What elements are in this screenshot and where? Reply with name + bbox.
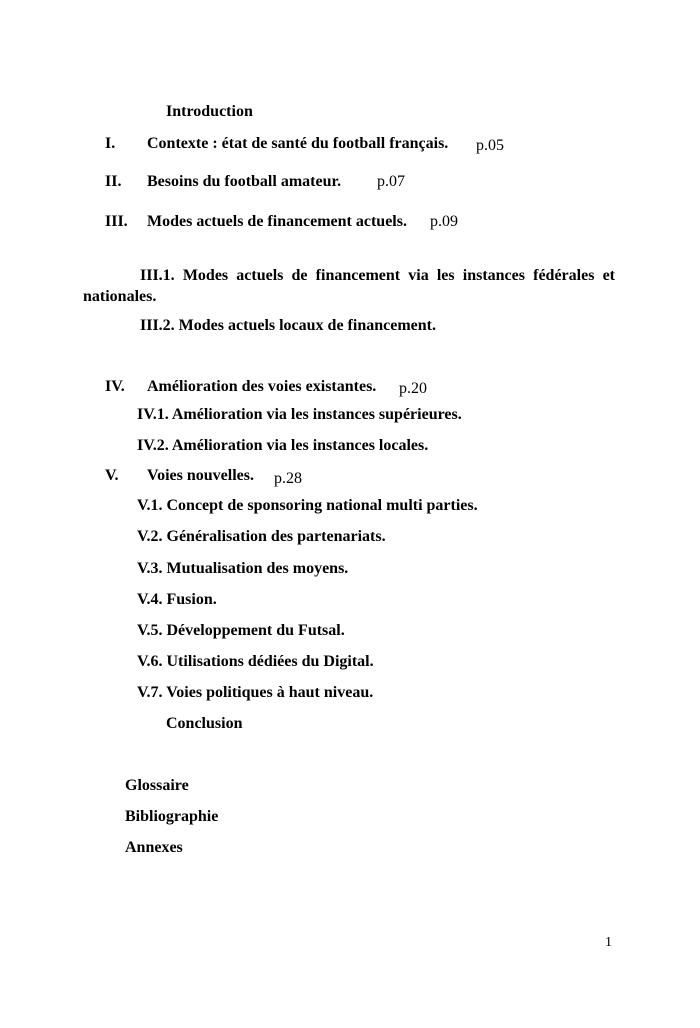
section-title: Amélioration des voies existantes. xyxy=(147,378,377,395)
section-page: p.07 xyxy=(377,173,405,190)
section-title: Modes actuels de financement actuels. xyxy=(147,213,407,230)
section-number: II. xyxy=(105,173,122,190)
toc-bibliography: Bibliographie xyxy=(125,808,219,825)
section-page: p.09 xyxy=(430,213,458,230)
subsection-title: V.2. Généralisation des partenariats. xyxy=(137,528,386,545)
section-title: Contexte : état de santé du football français. xyxy=(147,135,449,152)
section-page: p.20 xyxy=(399,380,427,397)
toc-annexes: Annexes xyxy=(125,839,183,856)
section-title: Besoins du football amateur. xyxy=(147,173,342,190)
subsection-title: V.1. Concept de sponsoring national multi parties. xyxy=(137,497,478,514)
subsection-title: V.5. Développement du Futsal. xyxy=(137,622,345,639)
toc-glossary: Glossaire xyxy=(125,777,189,794)
toc-conclusion: Conclusion xyxy=(166,715,243,732)
subsection-title: V.4. Fusion. xyxy=(137,591,217,608)
section-number: IV. xyxy=(105,378,125,395)
section-number: I. xyxy=(105,135,116,152)
subsection-title: IV.2. Amélioration via les instances locales. xyxy=(137,437,429,454)
subsection-title: III.2. Modes actuels locaux de financement. xyxy=(140,317,436,334)
page-number: 1 xyxy=(605,935,612,950)
section-title: Voies nouvelles. xyxy=(147,467,254,484)
section-number: V. xyxy=(105,467,119,484)
subsection-title: V.7. Voies politiques à haut niveau. xyxy=(137,684,374,701)
subsection-title: III.1. Modes actuels de financement via les instances fédérales et xyxy=(140,267,615,284)
section-page: p.05 xyxy=(476,137,504,154)
toc-introduction: Introduction xyxy=(166,103,253,120)
subsection-title: IV.1. Amélioration via les instances supérieures. xyxy=(137,406,462,423)
subsection-title: V.3. Mutualisation des moyens. xyxy=(137,560,349,577)
section-page: p.28 xyxy=(274,470,302,487)
section-number: III. xyxy=(105,213,128,230)
subsection-title: V.6. Utilisations dédiées du Digital. xyxy=(137,653,374,670)
subsection-title-continued: nationales. xyxy=(83,288,157,305)
